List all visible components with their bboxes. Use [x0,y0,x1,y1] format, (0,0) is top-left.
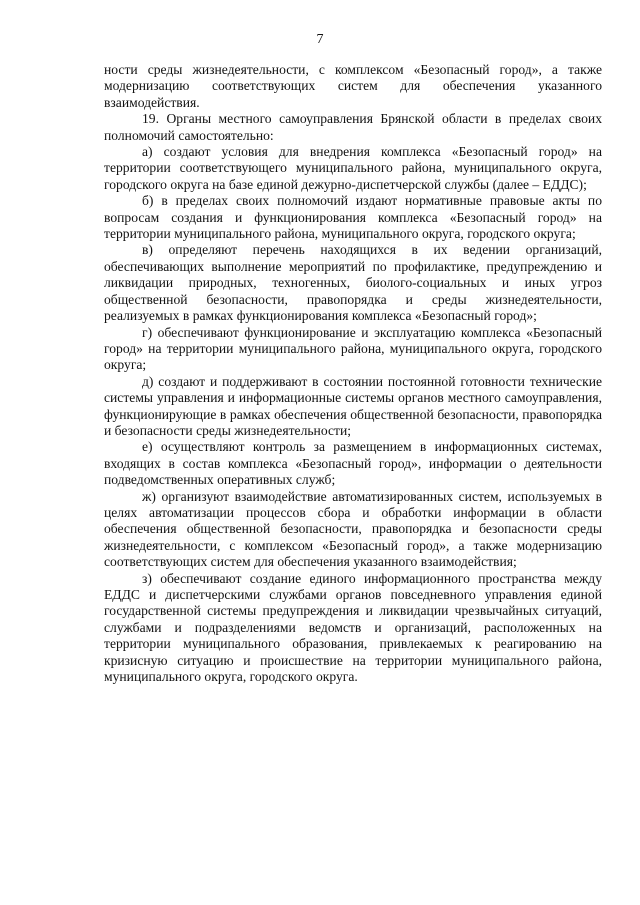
paragraph-subitem-d: д) создают и поддерживают в состоянии постоянной готовности технические системы управления и информационные системы органов местного самоуправления, функционирующие в рамках обеспечения общественной безопасности, правопорядка и безопасности среды жизнедеятельности; [104,373,602,438]
paragraph-subitem-z: з) обеспечивают создание единого информационного пространства между ЕДДС и диспетчерскими службами органов повседневного управления единой государственной системы предупреждения и ликвидации чрезвычайных ситуаций, службами и подразделениями ведомств и организаций, расположенных на территории муниципального образования, привлекаемых к реагированию на кризисную ситуацию и происшествие на территории муниципального района, муниципального округа, городского округа. [104,570,602,685]
paragraph-subitem-g: г) обеспечивают функционирование и эксплуатацию комплекса «Безопасный город» на территории муниципального района, муниципального округа, городского округа; [104,324,602,373]
document-body [104,62,602,685]
page-number: 7 [316,32,324,47]
paragraph-continuation: ности среды жизнедеятельности, с комплексом «Безопасный город», а также модернизацию соответствующих систем для обеспечения указанного взаимодействия. [104,62,602,110]
paragraph-subitem-a: а) создают условия для внедрения комплекса «Безопасный город» на территории соответствующего муниципального района, муниципального округа, городского округа на базе единой дежурно-диспетчерской службы (далее – ЕДДС); [104,144,602,192]
paragraph-subitem-v: в) определяют перечень находящихся в их ведении организаций, обеспечивающих выполнение мероприятий по профилактике, предупреждению и ликвидации природных, техногенных, биолого-социальных и иных угроз общественной безопасности, правопорядка и среды жизнедеятельности, реализуемых в рамках функционирования комплекса «Безопасный город»; [104,242,602,324]
paragraph-subitem-e: е) осуществляют контроль за размещением в информационных системах, входящих в состав комплекса «Безопасный город», информации о деятельности подведомственных оперативных служб; [104,439,602,488]
paragraph-subitem-zh: ж) организуют взаимодействие автоматизированных систем, используемых в целях автоматизации процессов сбора и обработки информации в области обеспечения общественной безопасности, правопорядка и безопасности среды жизнедеятельности, с комплексом «Безопасный город», а также модернизацию соответствующих систем для обеспечения указанного взаимодействия; [104,488,602,570]
paragraph-item-19: 19. Органы местного самоуправления Брянской области в пределах своих полномочий самостоятельно: [104,111,602,143]
paragraph-subitem-b: б) в пределах своих полномочий издают нормативные правовые акты по вопросам создания и функционирования комплекса «Безопасный город» на территории муниципального района, муниципального округа, городского округа; [104,193,602,242]
